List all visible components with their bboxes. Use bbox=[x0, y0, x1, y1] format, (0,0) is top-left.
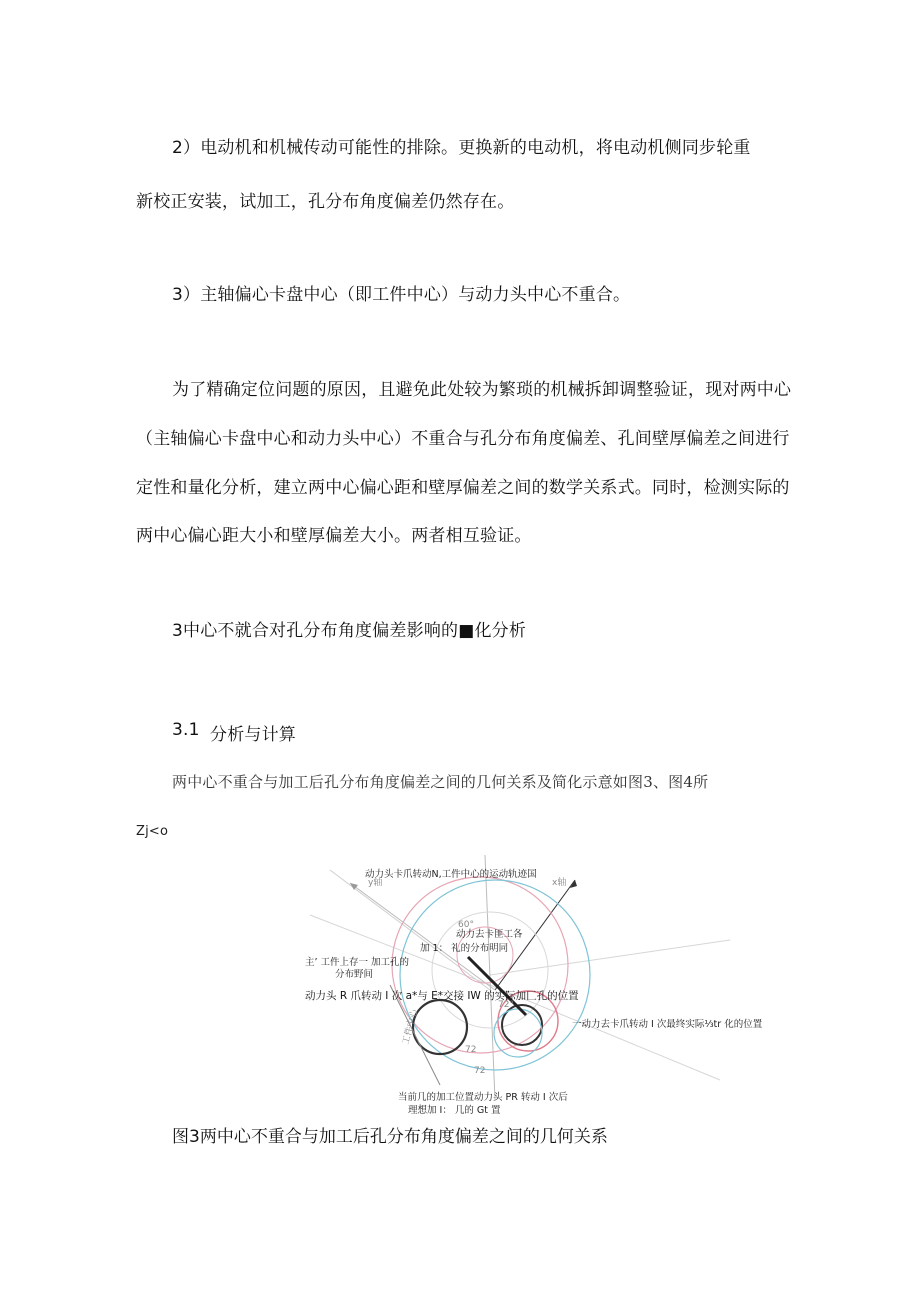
figure-3-diagram bbox=[290, 855, 770, 1115]
label-top: 动力头卡爪转动N,工件中心的运动轨迹国 bbox=[365, 869, 537, 880]
paragraph-analysis-line-4: 两中心偏心距大小和壁厚偏差大小。两者相互验证。 bbox=[136, 526, 532, 546]
eccentric-segment bbox=[468, 957, 526, 1015]
stray-text: Zj<o bbox=[136, 824, 169, 839]
paragraph-3: 3）主轴偏心卡盘中心（即工件中心）与动力头中心不重合。 bbox=[172, 285, 631, 305]
subsection-number: 3.1 bbox=[172, 720, 200, 740]
label-center-2: 加 1： 礼的分布明同 bbox=[420, 943, 509, 954]
figure-intro-text: 两中心不重合与加工后孔分布角度偏差之间的几何关系及简化示意如图3、图4所 bbox=[172, 773, 709, 791]
label-left-2: 分布野间 bbox=[335, 969, 374, 980]
paragraph-analysis-line-3: 定性和量化分析，建立两中心偏心距和壁厚偏差之间的数学关系式。同时，检测实际的 bbox=[136, 478, 790, 498]
tick-72-c: 72° bbox=[498, 1000, 514, 1010]
paragraph-analysis-line-2: （主轴偏心卡盘中心和动力头中心）不重合与孔分布角度偏差、孔间壁厚偏差之间进行 bbox=[136, 429, 790, 449]
subsection-title: 分析与计算 bbox=[210, 725, 296, 745]
section-heading: 3中心不就合对孔分布角度偏差影响的■化分析 bbox=[172, 621, 527, 641]
dim-label: 工件中心 bbox=[401, 1008, 421, 1046]
tick-72-a: 72 bbox=[465, 1045, 477, 1055]
figure-caption: 图3两中心不重合与加工后孔分布角度偏差之间的几何关系 bbox=[172, 1127, 608, 1147]
guide-line-right bbox=[490, 940, 730, 975]
label-right: 一动力去卡爪转动 I 次最终实际⅓tr 化的位置 bbox=[572, 1019, 763, 1030]
paragraph-2-line-1: 2）电动机和机械传动可能性的排除。更换新的电动机，将电动机侧同步轮重 bbox=[172, 138, 751, 158]
label-bottom-2: 理想加 I： 几的 Gt 置 bbox=[408, 1105, 501, 1115]
axis-y-label: y轴 bbox=[368, 878, 383, 888]
axis-x-label: x轴 bbox=[552, 878, 567, 888]
x-axis-arrow bbox=[570, 880, 577, 888]
label-bottom-1: 当前几的加工位置动力头 PR 转动 I 次后 bbox=[398, 1092, 568, 1103]
label-mid: 动力头 R 爪转动 I 次 a*与 E*交接 IW 的实际加匚孔的位置 bbox=[305, 990, 579, 1002]
label-left-1: 主’ 工件上存一 加工孔的 bbox=[305, 957, 410, 968]
hole-circle-left bbox=[413, 1000, 467, 1054]
label-center-1: 动力去卡匪工各 bbox=[456, 929, 523, 940]
tick-60: 60° bbox=[458, 920, 474, 930]
tick-72-b: 72 bbox=[474, 1066, 486, 1076]
paragraph-2-line-2: 新校正安装，试加工，孔分布角度偏差仍然存在。 bbox=[136, 192, 515, 212]
paragraph-analysis-line-1: 为了精确定位问题的原因，且避免此处较为繁琐的机械拆卸调整验证，现对两中心 bbox=[172, 380, 792, 400]
